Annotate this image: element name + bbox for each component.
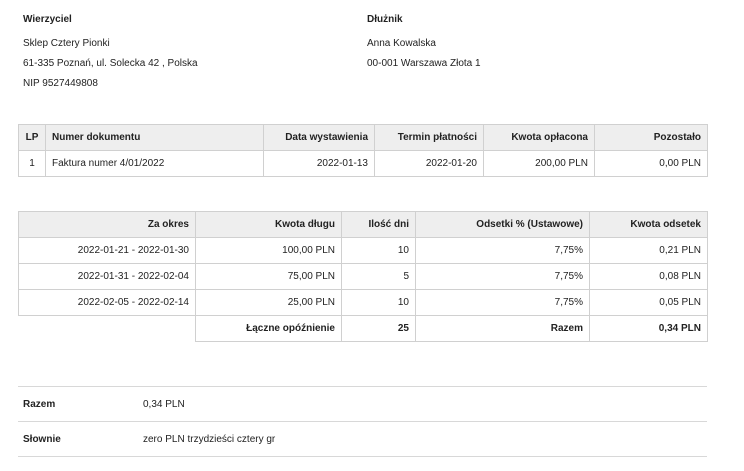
cell-document-number: Faktura numer 4/01/2022 xyxy=(46,151,264,177)
cell-period: 2022-01-21 - 2022-01-30 xyxy=(19,238,196,264)
cell-debt-amount: 75,00 PLN xyxy=(196,264,342,290)
summary-words-label: Słownie xyxy=(23,433,61,445)
table-row xyxy=(19,264,708,290)
cell-days: 10 xyxy=(342,238,416,264)
invoice-table xyxy=(18,124,708,177)
table-row xyxy=(19,151,708,177)
interest-table-header xyxy=(19,212,708,238)
cell-period: 2022-02-05 - 2022-02-14 xyxy=(19,290,196,316)
col-due-date: Termin płatności xyxy=(375,125,484,151)
col-period: Za okres xyxy=(19,212,196,238)
cell-interest-rate: 7,75% xyxy=(416,290,590,316)
summary-total-label: Razem xyxy=(23,398,56,410)
col-document-number: Numer dokumentu xyxy=(46,125,264,151)
creditor-heading: Wierzyciel xyxy=(23,14,72,25)
empty-cell xyxy=(19,316,196,342)
cell-due-date: 2022-01-20 xyxy=(375,151,484,177)
creditor-name: Sklep Cztery Pionki xyxy=(23,38,110,49)
creditor-nip: NIP 9527449808 xyxy=(23,78,98,89)
cell-interest-amount: 0,21 PLN xyxy=(590,238,708,264)
cell-lp: 1 xyxy=(19,151,46,177)
debtor-name: Anna Kowalska xyxy=(367,38,436,49)
summary-total-row xyxy=(18,386,707,421)
summary-words-row xyxy=(18,421,707,457)
cell-interest-rate: 7,75% xyxy=(416,238,590,264)
col-paid-amount: Kwota opłacona xyxy=(484,125,595,151)
col-interest-rate: Odsetki % (Ustawowe) xyxy=(416,212,590,238)
cell-period: 2022-01-31 - 2022-02-04 xyxy=(19,264,196,290)
cell-interest-amount: 0,08 PLN xyxy=(590,264,708,290)
total-delay-label: Łączne opóźnienie xyxy=(196,316,342,342)
col-lp: LP xyxy=(19,125,46,151)
cell-remaining: 0,00 PLN xyxy=(595,151,708,177)
col-debt-amount: Kwota długu xyxy=(196,212,342,238)
cell-days: 10 xyxy=(342,290,416,316)
cell-interest-amount: 0,05 PLN xyxy=(590,290,708,316)
cell-paid-amount: 200,00 PLN xyxy=(484,151,595,177)
cell-issue-date: 2022-01-13 xyxy=(264,151,375,177)
debtor-heading: Dłużnik xyxy=(367,14,403,25)
col-interest-amount: Kwota odsetek xyxy=(590,212,708,238)
cell-days: 5 xyxy=(342,264,416,290)
col-remaining: Pozostało xyxy=(595,125,708,151)
summary-words-value: zero PLN trzydzieści cztery gr xyxy=(143,433,276,445)
total-days: 25 xyxy=(342,316,416,342)
table-row xyxy=(19,290,708,316)
creditor-address: 61-335 Poznań, ul. Solecka 42 , Polska xyxy=(23,58,198,69)
cell-interest-rate: 7,75% xyxy=(416,264,590,290)
summary-block xyxy=(18,386,707,457)
col-issue-date: Data wystawienia xyxy=(264,125,375,151)
debtor-address: 00-001 Warszawa Złota 1 xyxy=(367,58,481,69)
interest-total-row xyxy=(19,316,708,342)
invoice-table-header xyxy=(19,125,708,151)
creditor-block xyxy=(23,10,198,94)
total-label: Razem xyxy=(416,316,590,342)
cell-debt-amount: 25,00 PLN xyxy=(196,290,342,316)
col-days: Ilość dni xyxy=(342,212,416,238)
total-interest: 0,34 PLN xyxy=(590,316,708,342)
table-row xyxy=(19,238,708,264)
debtor-block xyxy=(367,10,481,74)
cell-debt-amount: 100,00 PLN xyxy=(196,238,342,264)
interest-table xyxy=(18,211,708,342)
summary-total-value: 0,34 PLN xyxy=(143,398,185,410)
